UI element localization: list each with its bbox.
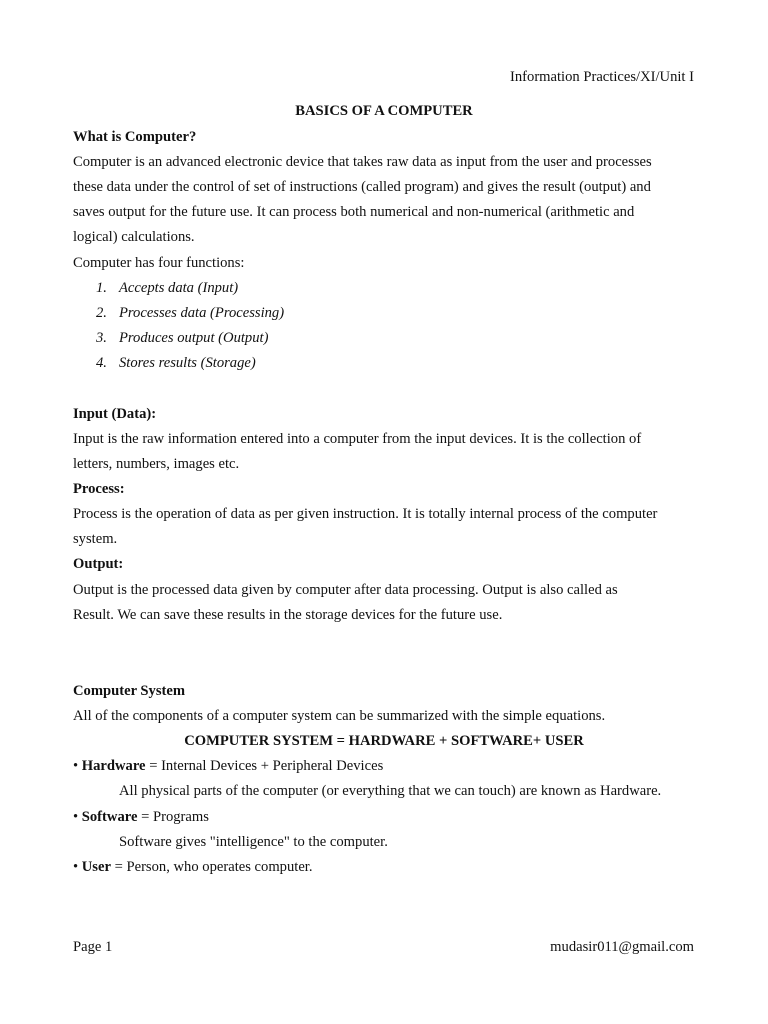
bullet-icon: • <box>73 859 79 875</box>
section-heading-what-is-computer: What is Computer? <box>73 129 197 145</box>
list-item-number: 2. <box>96 305 107 321</box>
list-item-number: 3. <box>96 330 107 346</box>
bullet-icon: • <box>73 809 79 825</box>
paragraph-line: Output is the processed data given by computer after data processing. Output is also called as <box>73 582 618 598</box>
bullet-software <box>73 808 209 826</box>
document-title: BASICS OF A COMPUTER <box>295 103 473 119</box>
term-software: Software <box>81 809 138 825</box>
bullet-hardware <box>73 757 383 775</box>
paragraph-line: All of the components of a computer system can be summarized with the simple equations. <box>73 708 606 724</box>
paragraph-line: Input is the raw information entered into a computer from the input devices. It is the collection of <box>73 431 642 447</box>
footer-email: mudasir011@gmail.com <box>550 939 694 955</box>
section-heading-computer-system: Computer System <box>73 683 186 699</box>
term-definition: = Person, who operates computer. <box>110 859 313 875</box>
list-item-number: 4. <box>96 355 107 371</box>
term-hardware: Hardware <box>81 758 146 774</box>
functions-intro: Computer has four functions: <box>73 255 245 271</box>
section-heading-input: Input (Data): <box>73 406 157 422</box>
section-heading-output: Output: <box>73 556 124 572</box>
running-header: Information Practices/XI/Unit I <box>510 69 694 85</box>
hardware-description: All physical parts of the computer (or everything that we can touch) are known as Hardware. <box>119 783 662 799</box>
computer-system-equation: COMPUTER SYSTEM = HARDWARE + SOFTWARE+ USER <box>184 733 584 749</box>
paragraph-line: Process is the operation of data as per given instruction. It is totally internal process of the computer <box>73 506 658 522</box>
list-item-text: Accepts data (Input) <box>119 280 239 296</box>
paragraph-line: saves output for the future use. It can process both numerical and non-numerical (arithmetic and <box>73 204 635 220</box>
paragraph-line: letters, numbers, images etc. <box>73 456 240 472</box>
list-item-text: Produces output (Output) <box>119 330 269 346</box>
paragraph-line: system. <box>73 531 118 547</box>
paragraph-line: Computer is an advanced electronic device that takes raw data as input from the user and processes <box>73 154 652 170</box>
paragraph-line: these data under the control of set of instructions (called program) and gives the result (output) and <box>73 179 651 195</box>
term-definition: = Internal Devices + Peripheral Devices <box>145 758 384 774</box>
list-item-number: 1. <box>96 280 107 296</box>
paragraph-line: Result. We can save these results in the storage devices for the future use. <box>73 607 503 623</box>
list-item-text: Processes data (Processing) <box>119 305 285 321</box>
paragraph-line: logical) calculations. <box>73 229 195 245</box>
bullet-user <box>73 858 313 876</box>
list-item-text: Stores results (Storage) <box>119 355 256 371</box>
bullet-icon: • <box>73 758 79 774</box>
software-description: Software gives "intelligence" to the computer. <box>119 834 388 850</box>
term-user: User <box>81 859 111 875</box>
footer-page-number: Page 1 <box>73 939 113 955</box>
term-definition: = Programs <box>137 809 209 825</box>
section-heading-process: Process: <box>73 481 125 497</box>
